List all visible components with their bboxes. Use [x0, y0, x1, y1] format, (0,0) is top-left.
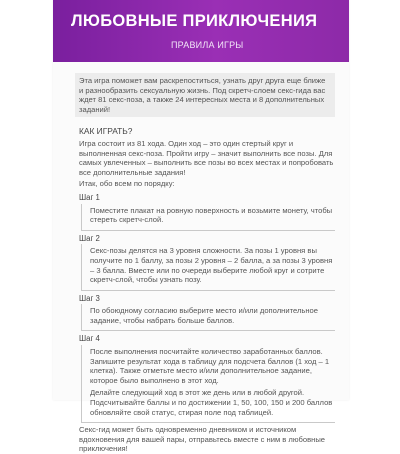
step-text: Делайте следующий ход в этот же день или в любой другой. Подсчитывайте баллы и по достижении 1, 50, 100, 150 и 200 баллов обновляйте свой статус, стирая поле под таблицей.	[90, 388, 333, 417]
page-subtitle: ПРАВИЛА ИГРЫ	[171, 40, 244, 50]
step-body	[81, 345, 335, 423]
how-to-play-heading: КАК ИГРАТЬ?	[79, 126, 133, 137]
step-text: Секс-позы делятся на 3 уровня сложности. За позы 1 уровня вы получите по 1 баллу, за позы 2 уровня – 2 балла, а за позы 3 уровня – 3 балла. Вместе или по очереди выберите любой круг и сотрите скретч-слой, чтобы узнать позу.	[90, 246, 333, 285]
intro-paragraph: Эта игра поможет вам раскрепоститься, узнать друг друга еще ближе и разнообразить сексуальную жизнь. Под скретч-слоем секс-гида вас ждет 81 секс-поза, а также 24 интересных места и 8 дополнительных заданий!	[75, 73, 335, 117]
step-label: Шаг 3	[79, 293, 100, 303]
rules-sheet	[53, 0, 349, 454]
step-text: После выполнения посчитайте количество заработанных баллов. Запишите результат хода в таблицу для подсчета баллов (1 ход – 1 клетка). Также отметьте место и/или дополнительное задание, которое было выполнено в этот ход.	[90, 347, 330, 385]
step-body	[81, 204, 335, 231]
step-3	[79, 292, 335, 332]
step-text: По обоюдному согласию выберите место и/или дополнительное задание, чтобы набрать больше баллов.	[90, 306, 318, 325]
step-text: Поместите плакат на ровную поверхность и возьмите монету, чтобы стереть скретч-слой.	[90, 205, 333, 225]
step-label: Шаг 1	[79, 192, 100, 202]
step-4	[79, 332, 335, 423]
step-body	[81, 304, 335, 331]
lead-in-text: Итак, обо всем по порядку:	[79, 179, 175, 189]
step-label: Шаг 4	[79, 334, 100, 344]
page-title: ЛЮБОВНЫЕ ПРИКЛЮЧЕНИЯ	[71, 12, 318, 30]
step-label: Шаг 2	[79, 233, 100, 243]
step-2	[79, 232, 335, 291]
step-1	[79, 191, 335, 231]
how-to-play-paragraph: Игра состоит из 81 хода. Один ход – это один стертый круг и выполненная секс-поза. Пройти игру – значит выполнить все позы. Для самых увлеченных – выполнить все позы во всех местах и попробовать все дополнительные задания!	[79, 138, 334, 177]
step-body	[81, 244, 335, 290]
header-banner	[53, 0, 349, 62]
outro-paragraph: Секс-гид может быть одновременно дневником и источником вдохновения для вашей пары, отправьтесь вместе с ним в любовные приключения!	[79, 425, 326, 454]
rules-content	[79, 73, 335, 454]
